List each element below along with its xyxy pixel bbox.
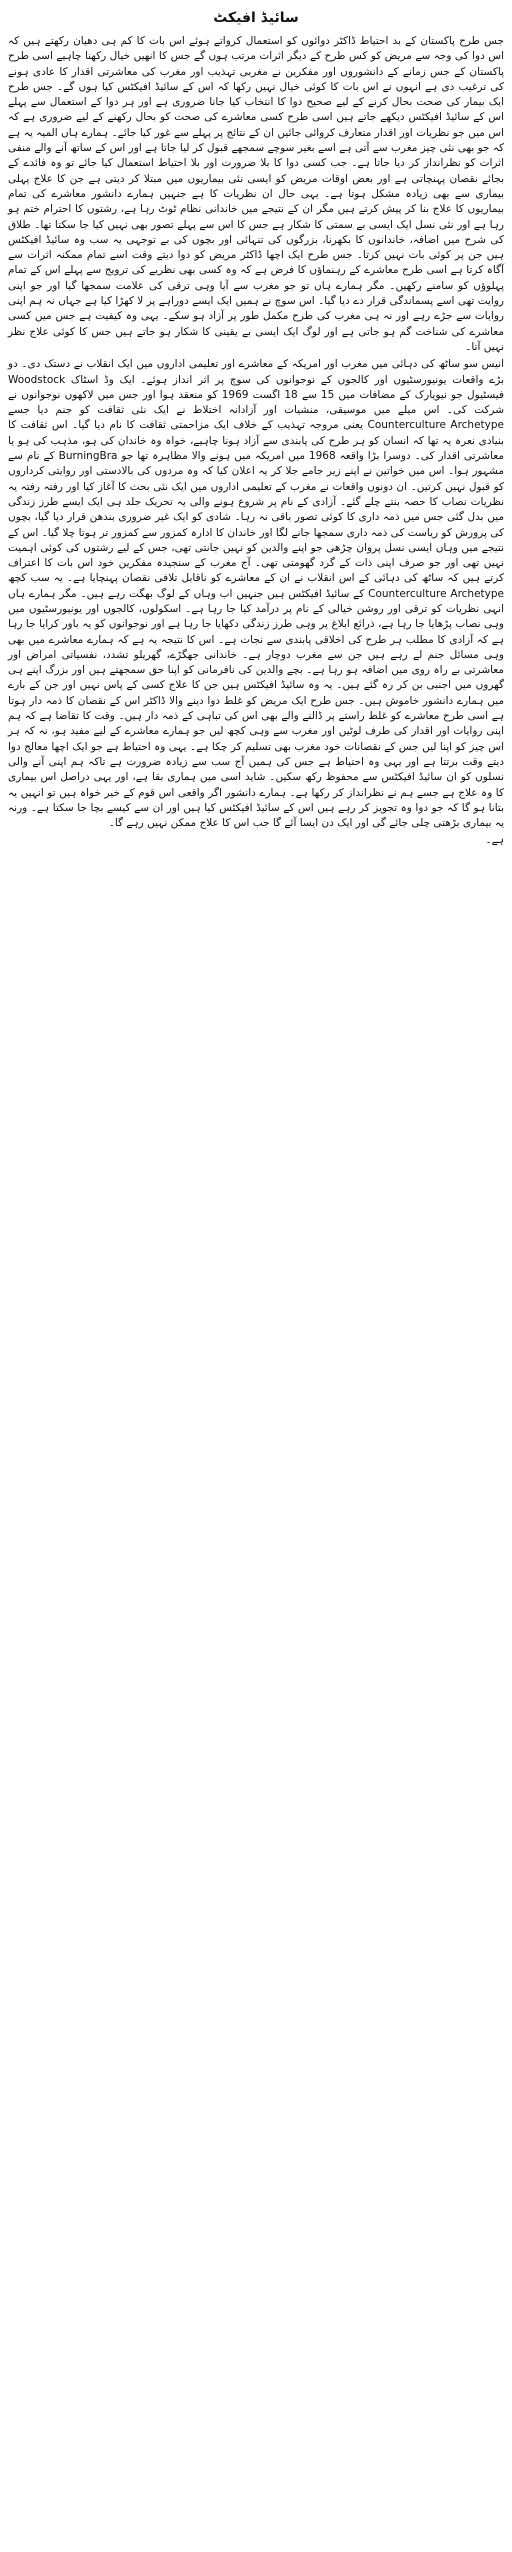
article-ending: ہے۔: [485, 834, 504, 847]
article-paragraph-2: انیس سو ساٹھ کی دہائی میں مغرب اور امریکہ کے معاشرے اور تعلیمی اداروں میں ایک انقلاب نے دستک دی۔ دو بڑے واقعات یونیورسٹیوں اور کالجوں کے نوجوانوں کی سوچ پر اثر انداز ہوئے۔ ایک وڈ اسٹاک Woodstock فیسٹیول جو نیویارک کے مضافات میں 15 سے 18 اگست 1969 کو منعقد ہوا اور جس میں لاکھوں نوجوانوں نے شرکت کی۔ اس میلے میں موسیقی، منشیات اور آزادانہ اختلاط نے ایک نئی ثقافت کو جنم دیا جسے Counterculture Archetype یعنی مروجہ تہذیب کے خلاف ایک مزاحمتی ثقافت کا نام دیا گیا۔ اس ثقافت کا بنیادی نعرہ یہ تھا کہ انسان کو ہر طرح کی پابندی سے آزاد ہونا چاہیے، خواہ وہ خاندان کی ہو، مذہب کی ہو یا معاشرتی اقدار کی۔ دوسرا بڑا واقعہ 1968 میں امریکہ میں ہونے والا مظاہرہ تھا جو BurningBra کے نام سے مشہور ہوا۔ اس میں خواتین نے اپنے زیر جامے جلا کر یہ اعلان کیا کہ وہ مردوں کی بالادستی اور روایتی کرداروں کو قبول نہیں کرتیں۔ ان دونوں واقعات نے مغرب کے تعلیمی اداروں میں ایک نئی بحث کا آغاز کیا اور رفتہ رفتہ یہ نظریات نصاب کا حصہ بنتے چلے گئے۔ آزادی کے نام پر شروع ہونے والی یہ تحریک جلد ہی ایک ایسے طرز زندگی میں بدل گئی جس میں ذمہ داری کا کوئی تصور باقی نہ رہا۔ شادی کو ایک غیر ضروری بندھن قرار دیا گیا، بچوں کی پرورش کو ریاست کی ذمہ داری سمجھا جانے لگا اور خاندان کا ادارہ کمزور سے کمزور تر ہوتا چلا گیا۔ اس کے نتیجے میں وہاں ایسی نسل پروان چڑھی جو اپنے والدین کو نہیں جانتی تھی، جس کے لیے رشتوں کی کوئی اہمیت نہیں تھی اور جو صرف اپنی ذات کے گرد گھومتی تھی۔ آج مغرب کے سنجیدہ مفکرین خود اس بات کا اعتراف کرتے ہیں کہ ساٹھ کی دہائی کے اس انقلاب نے ان کے معاشرے کو ناقابل تلافی نقصان پہنچایا ہے۔ یہ سب کچھ Counterculture Archetype کے سائیڈ افیکٹس ہیں جنہیں اب وہاں کے لوگ بھگت رہے ہیں۔ مگر ہمارے ہاں انہی نظریات کو ترقی اور روشن خیالی کے نام پر درآمد کیا جا رہا ہے۔ اسکولوں، کالجوں اور یونیورسٹیوں میں وہی نصاب پڑھایا جا رہا ہے، ذرائع ابلاغ پر وہی طرز زندگی دکھایا جا رہا ہے اور نوجوانوں کو یہ باور کرایا جا رہا ہے کہ آزادی کا مطلب ہر طرح کی اخلاقی پابندی سے نجات ہے۔ اس کا نتیجہ یہ ہے کہ ہمارے معاشرے میں بھی وہی مسائل جنم لے رہے ہیں جن سے مغرب دوچار ہے۔ خاندانی جھگڑے، گھریلو تشدد، نفسیاتی امراض اور معاشرتی بے راہ روی میں اضافہ ہو رہا ہے۔ بچے والدین کی نافرمانی کو اپنا حق سمجھتے ہیں اور بزرگ اپنے ہی گھروں میں اجنبی بن کر رہ گئے ہیں۔ یہ وہ سائیڈ افیکٹس ہیں جن کا علاج کسی کے پاس نہیں اور جن کے بارے میں ہمارے دانشور خاموش ہیں۔ جس طرح ایک مریض کو غلط دوا دینے والا ڈاکٹر اس کے نقصان کا ذمہ دار ہوتا ہے اسی طرح معاشرے کو غلط راستے پر ڈالنے والے بھی اس کی تباہی کے ذمہ دار ہیں۔ وقت کا تقاضا ہے کہ ہم اپنی روایات اور اقدار کی طرف لوٹیں اور مغرب سے وہی کچھ لیں جو ہمارے معاشرے کے لیے مفید ہو، نہ کہ ہر اس چیز کو اپنا لیں جس کے نقصانات خود مغرب بھی تسلیم کر چکا ہے۔ یہی وہ احتیاط ہے جو ایک اچھا معالج دوا دیتے وقت برتتا ہے اور یہی وہ احتیاط ہے جس کی ہمیں آج سب سے زیادہ ضرورت ہے تاکہ ہم اپنی آنے والی نسلوں کو ان سائیڈ افیکٹس سے محفوظ رکھ سکیں۔ شاید اسی میں ہماری بقا ہے، اور یہی دراصل اس بیماری کا وہ علاج ہے جسے ہم نے نظرانداز کر رکھا ہے۔ ہمارے دانشور اگر واقعی اس قوم کے خیر خواہ ہیں تو انہیں یہ بتانا ہو گا کہ جو دوا وہ تجویز کر رہے ہیں اس کے سائیڈ افیکٹس کیا ہیں اور ان سے کیسے بچا جا سکتا ہے۔ ورنہ یہ بیماری بڑھتی چلی جائے گی اور ایک دن ایسا آئے گا جب اس کا علاج ممکن نہیں رہے گا۔: [8, 358, 505, 830]
article-paragraph-1: جس طرح پاکستان کے بد احتیاط ڈاکٹر دوائوں کو استعمال کرواتے ہوئے اس بات کا کم ہی دھیان رکھتے ہیں کہ اس دوا کی وجہ سے مریض کو کس طرح کے دیگر اثرات مرتب ہوں گے جس کا انھیں خیال رکھنا چاہیے اسی طرح پاکستان کے جس زمانے کے دانشوروں اور مفکرین نے مغربی تہذیب اور مغرب کی معاشرتی اقدار کا عادی ہونے کی ترغیب دی ہے انہوں نے اس بات کا کوئی خیال نہیں رکھا کہ اس کے سائیڈ افیکٹس کیا ہوں گے۔ جس طرح ایک بیمار کی صحت بحال کرنے کے لیے صحیح دوا کا انتخاب کیا جانا ضروری ہے اور ہر دوا کے استعمال سے پہلے اس کے سائیڈ افیکٹس دیکھے جاتے ہیں اسی طرح کسی معاشرے کی صحت کو بحال رکھنے کے لیے ضروری ہے کہ اس میں جو نظریات اور اقدار متعارف کروائی جائیں ان کے نتائج پر پہلے سے غور کیا جائے۔ ہمارے ہاں المیہ یہ ہے کہ جو بھی نئی چیز مغرب سے آتی ہے اسے بغیر سوچے سمجھے قبول کر لیا جاتا ہے اور اس کے ساتھ آنے والے منفی اثرات کو نظرانداز کر دیا جاتا ہے۔ جب کسی دوا کا بلا ضرورت اور بلا احتیاط استعمال کیا جائے تو وہ فائدے کے بجائے نقصان پہنچاتی ہے اور بعض اوقات مریض کو ایسی نئی بیماریوں میں مبتلا کر دیتی ہے جن کا علاج پہلی بیماری سے بھی زیادہ مشکل ہوتا ہے۔ یہی حال ان نظریات کا ہے جنہیں ہمارے دانشور معاشرے کی تمام بیماریوں کا علاج بنا کر پیش کرتے ہیں مگر ان کے نتیجے میں خاندانی نظام ٹوٹ رہا ہے، رشتوں کا احترام ختم ہو رہا ہے اور نئی نسل ایک ایسی بے سمتی کا شکار ہے جس کا اس سے پہلے تصور بھی نہیں کیا جا سکتا تھا۔ طلاق کی شرح میں اضافہ، خاندانوں کا بکھرنا، بزرگوں کی تنہائی اور بچوں کی بے توجہی یہ سب وہ سائیڈ افیکٹس ہیں جن پر کوئی بات نہیں کرتا۔ جس طرح ایک اچھا ڈاکٹر مریض کو دوا دیتے وقت اسے تمام ممکنہ اثرات سے آگاہ کرتا ہے اسی طرح معاشرے کے رہنماؤں کا فرض ہے کہ وہ کسی بھی نظریے کی ترویج سے پہلے اس کے تمام پہلوؤں کو سامنے رکھیں۔ مگر ہمارے ہاں تو جو مغرب سے آیا وہی ترقی کی علامت سمجھا گیا اور جو اپنی روایت تھی اسے پسماندگی قرار دے دیا گیا۔ اس سوچ نے ہمیں ایک ایسے دوراہے پر لا کھڑا کیا ہے جہاں نہ ہم اپنی روایات سے جڑے رہے اور نہ ہی مغرب کی طرح مکمل طور پر آزاد ہو سکے۔ یہی وہ کیفیت ہے جس میں کسی معاشرے کی شناخت گم ہو جاتی ہے اور لوگ ایک ایسی بے یقینی کا شکار ہو جاتے ہیں جس کا کوئی علاج نظر نہیں آتا۔: [8, 35, 504, 353]
article-page: [8, 0, 504, 854]
article-title: سائیڈ افیکٹ: [213, 10, 299, 26]
